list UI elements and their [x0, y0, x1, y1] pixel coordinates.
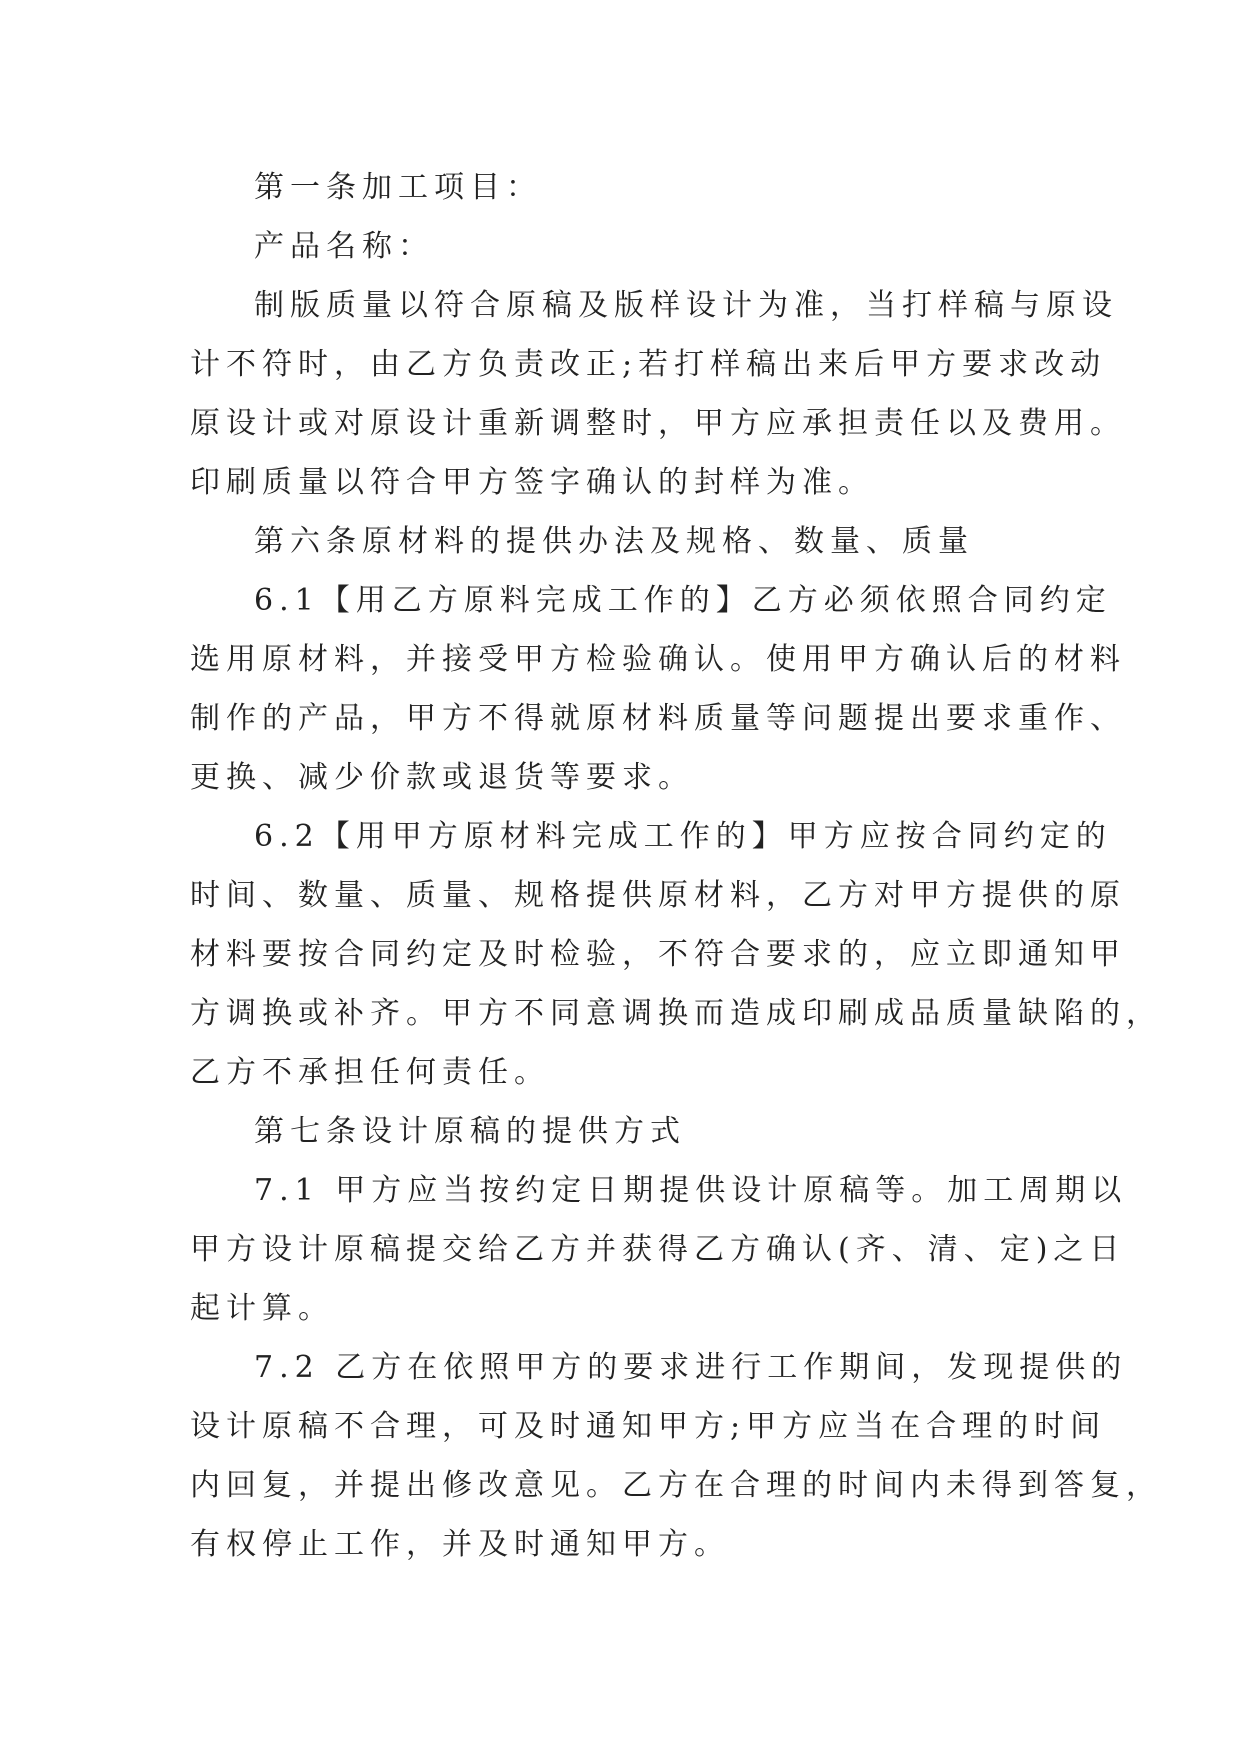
paragraph — [190, 512, 1070, 571]
paragraph — [190, 571, 1126, 807]
paragraph-line: 材料要按合同约定及时检验，不符合要求的，应立即通知甲 — [190, 937, 1126, 972]
paragraph-line: 第六条原材料的提供办法及规格、数量、质量 — [254, 524, 974, 559]
paragraph-line: 计不符时，由乙方负责改正;若打样稿出来后甲方要求改动 — [190, 347, 1107, 382]
paragraph — [190, 807, 1162, 1102]
paragraph-line: 选用原材料，并接受甲方检验确认。使用甲方确认后的材料 — [190, 642, 1126, 677]
paragraph-line: 6.1【用乙方原料完成工作的】乙方必须依照合同约定 — [254, 583, 1112, 618]
paragraph — [190, 217, 1070, 276]
paragraph-line: 乙方不承担任何责任。 — [190, 1055, 550, 1090]
paragraph-line: 甲方设计原稿提交给乙方并获得乙方确认(齐、清、定)之日 — [190, 1232, 1126, 1267]
paragraph-line: 产品名称： — [254, 229, 434, 264]
paragraph-line: 内回复，并提出修改意见。乙方在合理的时间内未得到答复， — [190, 1468, 1162, 1503]
paragraph — [190, 158, 1070, 217]
document-body — [190, 158, 1162, 1574]
paragraph-line: 第七条设计原稿的提供方式 — [254, 1114, 686, 1149]
paragraph — [190, 1338, 1162, 1574]
paragraph — [190, 1161, 1128, 1338]
paragraph-line: 起计算。 — [190, 1291, 334, 1326]
paragraph-line: 印刷质量以符合甲方签字确认的封样为准。 — [190, 465, 874, 500]
paragraph-line: 原设计或对原设计重新调整时，甲方应承担责任以及费用。 — [190, 406, 1126, 441]
paragraph-line: 6.2【用甲方原材料完成工作的】甲方应按合同约定的 — [254, 819, 1112, 854]
paragraph-line: 时间、数量、质量、规格提供原材料，乙方对甲方提供的原 — [190, 878, 1126, 913]
paragraph-line: 第一条加工项目： — [254, 170, 542, 205]
paragraph-line: 制版质量以符合原稿及版样设计为准，当打样稿与原设 — [254, 288, 1118, 323]
paragraph — [190, 1102, 1070, 1161]
paragraph-line: 7.1 甲方应当按约定日期提供设计原稿等。加工周期以 — [254, 1173, 1128, 1208]
paragraph-line: 7.2 乙方在依照甲方的要求进行工作期间，发现提供的 — [254, 1350, 1128, 1385]
paragraph — [190, 276, 1126, 512]
paragraph-line: 有权停止工作，并及时通知甲方。 — [190, 1527, 730, 1562]
paragraph-line: 更换、减少价款或退货等要求。 — [190, 760, 694, 795]
paragraph-line: 制作的产品，甲方不得就原材料质量等问题提出要求重作、 — [190, 701, 1126, 736]
paragraph-line: 方调换或补齐。甲方不同意调换而造成印刷成品质量缺陷的， — [190, 996, 1162, 1031]
paragraph-line: 设计原稿不合理，可及时通知甲方;甲方应当在合理的时间 — [190, 1409, 1107, 1444]
